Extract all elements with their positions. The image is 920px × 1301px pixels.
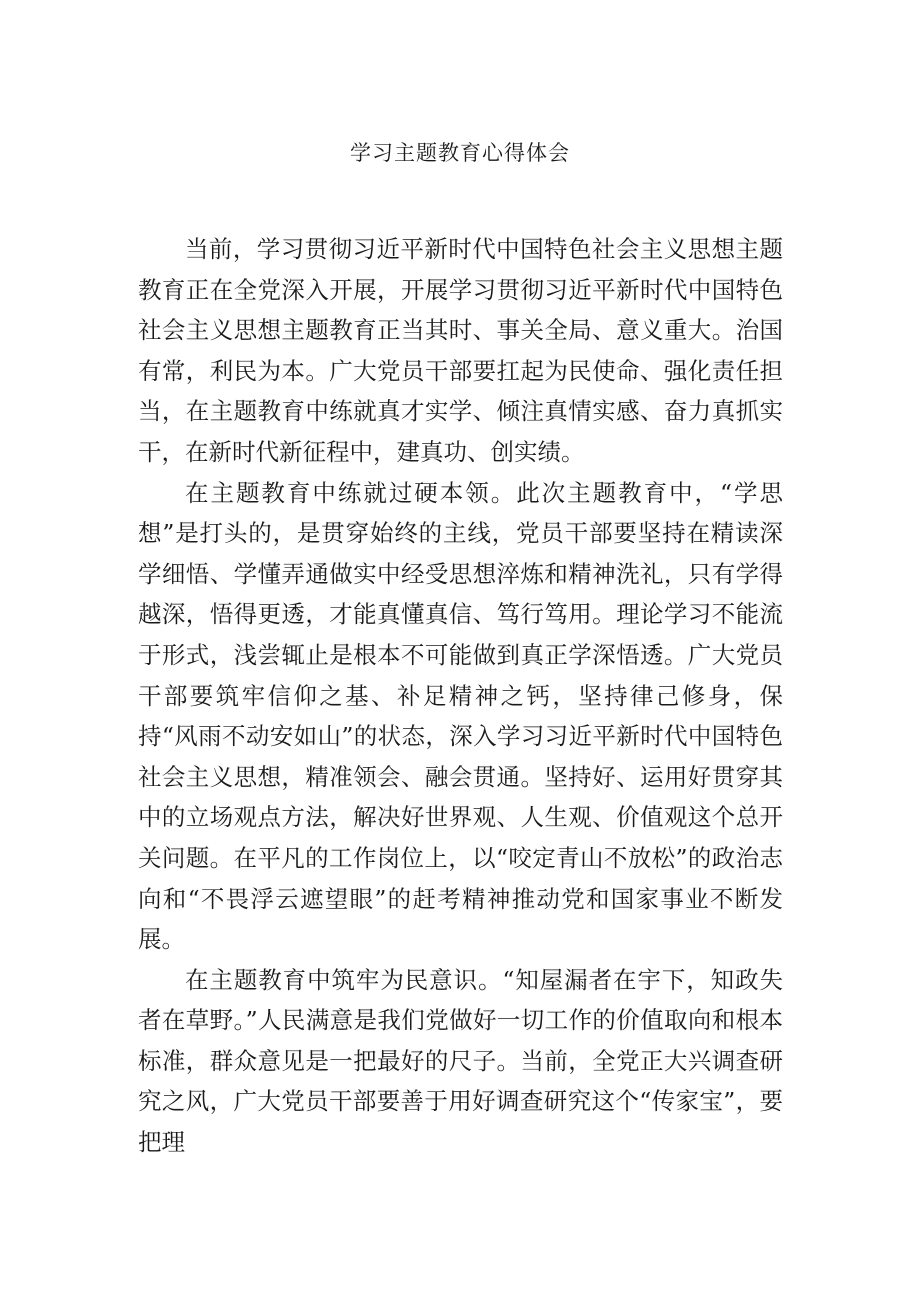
document-body — [138, 229, 783, 1163]
paragraph-skills: 在主题教育中练就过硬本领。此次主题教育中，“学思想”是打头的，是贯穿始终的主线，党员干部要坚持在精读深学细悟、学懂弄通做实中经受思想淬炼和精神洗礼，只有学得越深，悟得更透，才能真懂真信、笃行笃用。理论学习不能流于形式，浅尝辄止是根本不可能做到真正学深悟透。广大党员干部要筑牢信仰之基、补足精神之钙，坚持律己修身，保持“风雨不动安如山”的状态，深入学习习近平新时代中国特色社会主义思想，精准领会、融会贯通。坚持好、运用好贯穿其中的立场观点方法，解决好世界观、人生观、价值观这个总开关问题。在平凡的工作岗位上，以“咬定青山不放松”的政治志向和“不畏浮云遮望眼”的赶考精神推动党和国家事业不断发展。 — [138, 478, 783, 954]
paragraph-people: 在主题教育中筑牢为民意识。“知屋漏者在宇下，知政失者在草野。”人民满意是我们党做好一切工作的价值取向和根本标准，群众意见是一把最好的尺子。当前，全党正大兴调查研究之风，广大党员干部要善于用好调查研究这个“传家宝”，要把理 — [138, 965, 783, 1157]
paragraph-intro: 当前，学习贯彻习近平新时代中国特色社会主义思想主题教育正在全党深入开展，开展学习贯彻习近平新时代中国特色社会主义思想主题教育正当其时、事关全局、意义重大。治国有常，利民为本。广大党员干部要扛起为民使命、强化责任担当，在主题教育中练就真才实学、倾注真情实感、奋力真抓实干，在新时代新征程中，建真功、创实绩。 — [138, 235, 783, 466]
document-title: 学习主题教育心得体会 — [350, 141, 570, 165]
